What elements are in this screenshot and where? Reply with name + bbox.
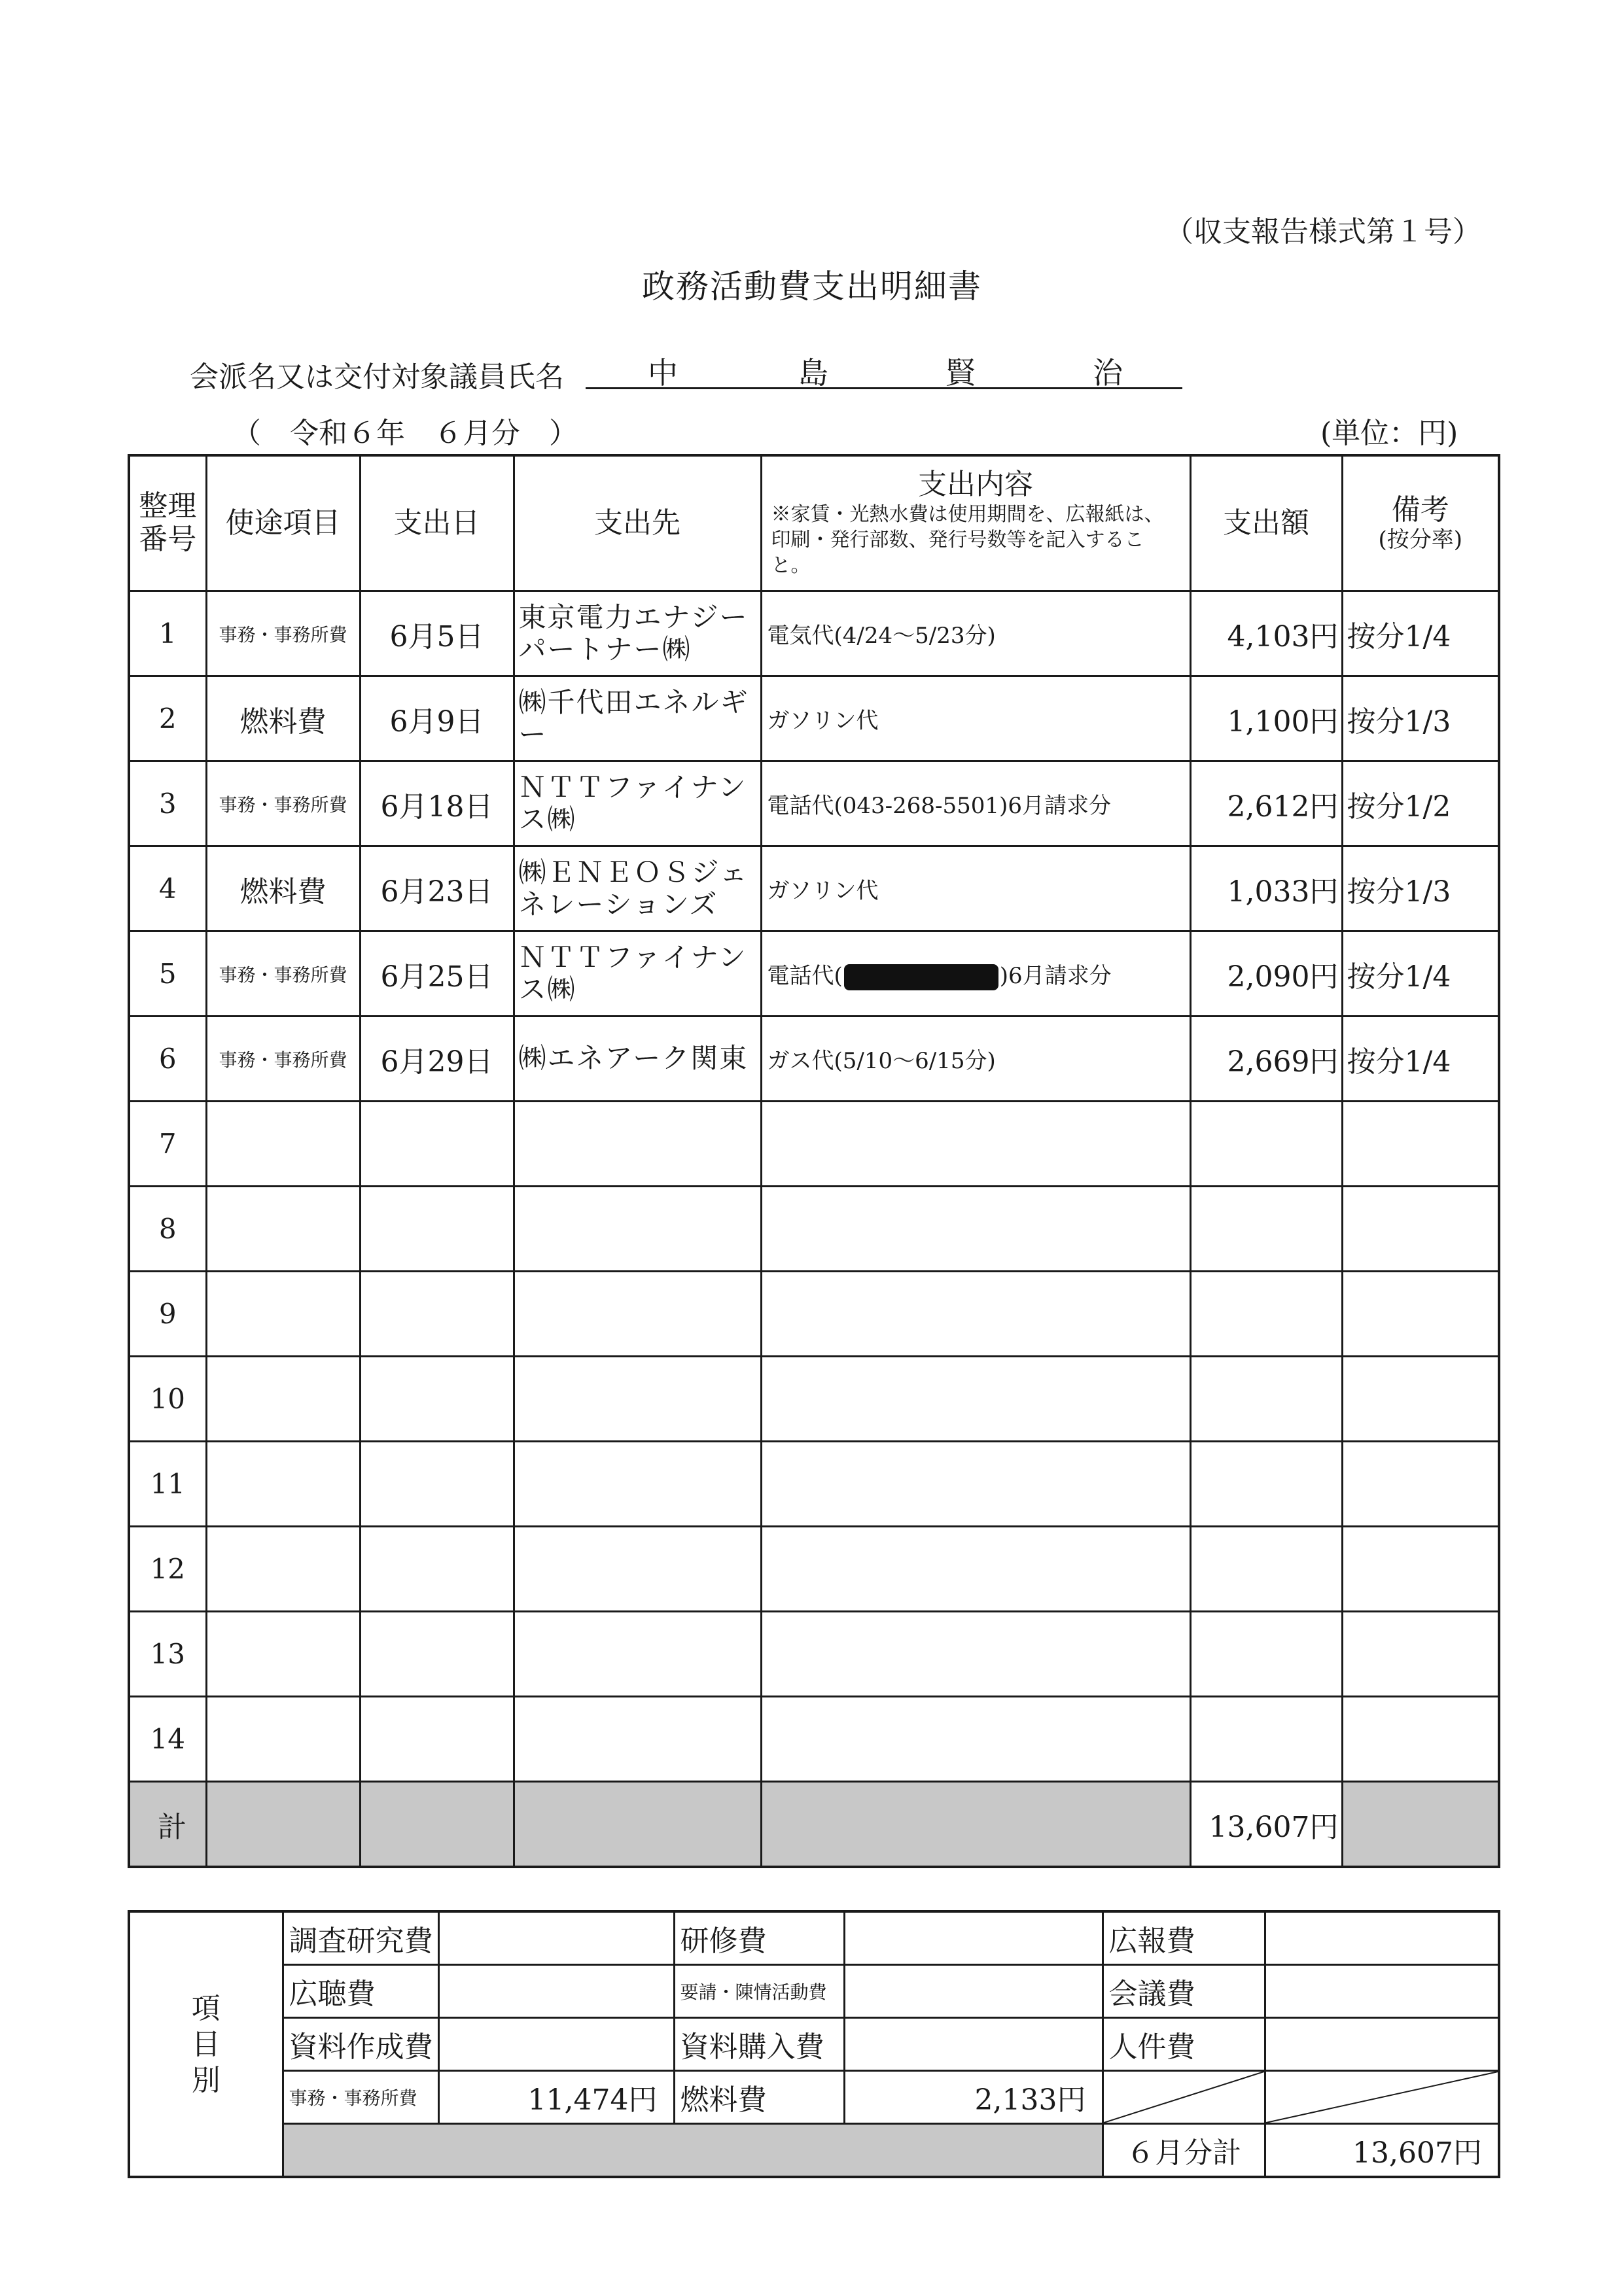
category-label: 会議費 <box>1103 1965 1265 2018</box>
row-amount <box>1190 1527 1342 1612</box>
table-row <box>129 1102 1499 1187</box>
category-amount <box>844 1911 1103 1965</box>
row-date: 6月23日 <box>360 846 514 931</box>
row-remarks: 按分1/4 <box>1342 931 1499 1017</box>
row-date: 6月9日 <box>360 676 514 761</box>
row-payee: ㈱ＥＮＥＯＳジェネレーションズ <box>514 846 761 931</box>
header-date: 支出日 <box>360 455 514 591</box>
category-amount <box>1265 2018 1499 2071</box>
row-number: 13 <box>129 1612 206 1697</box>
total-amount: 13,607円 <box>1190 1782 1342 1868</box>
row-number: 7 <box>129 1102 206 1187</box>
header-remarks-sub: (按分率) <box>1378 526 1463 553</box>
member-name <box>586 347 1182 389</box>
row-payee <box>514 1187 761 1272</box>
row-use-category <box>206 1442 360 1527</box>
row-payee <box>514 1102 761 1187</box>
category-label: 人件費 <box>1103 2018 1265 2071</box>
category-summary-table <box>128 1910 1500 2178</box>
member-name-char: 島 <box>798 355 828 391</box>
category-label: 資料作成費 <box>283 2018 438 2071</box>
description-suffix: )6月請求分 <box>999 962 1112 989</box>
row-number: 4 <box>129 846 206 931</box>
category-label: 広聴費 <box>283 1965 438 2018</box>
row-remarks: 按分1/2 <box>1342 761 1499 846</box>
unit-label: (単位：円) <box>1320 417 1458 450</box>
row-date: 6月29日 <box>360 1017 514 1102</box>
total-empty-cell <box>360 1782 514 1868</box>
row-amount: 1,100円 <box>1190 676 1342 761</box>
row-amount <box>1190 1612 1342 1697</box>
table-row <box>129 1272 1499 1357</box>
row-remarks <box>1342 1697 1499 1782</box>
row-description: 電気代(4/24～5/23分) <box>761 591 1190 676</box>
header-amount: 支出額 <box>1190 455 1342 591</box>
row-date <box>360 1187 514 1272</box>
row-date <box>360 1612 514 1697</box>
row-number: 3 <box>129 761 206 846</box>
row-remarks: 按分1/4 <box>1342 591 1499 676</box>
row-payee <box>514 1612 761 1697</box>
header-remarks-title: 備考 <box>1391 493 1449 527</box>
row-payee <box>514 1442 761 1527</box>
row-amount <box>1190 1357 1342 1442</box>
row-date <box>360 1357 514 1442</box>
member-label: 会派名又は交付対象議員氏名 <box>190 360 564 394</box>
table-row <box>129 1697 1499 1782</box>
category-amount <box>844 1965 1103 2018</box>
category-label: 燃料費 <box>674 2071 844 2124</box>
row-description: ガソリン代 <box>761 676 1190 761</box>
row-use-category: 事務・事務所費 <box>206 761 360 846</box>
row-number: 8 <box>129 1187 206 1272</box>
total-row <box>129 1782 1499 1868</box>
summary-row <box>129 1965 1499 2018</box>
category-group-char: 項 <box>191 1991 221 2025</box>
row-payee: ＮＴＴファイナンス㈱ <box>514 761 761 846</box>
row-use-category: 事務・事務所費 <box>206 1017 360 1102</box>
category-amount <box>1265 1965 1499 2018</box>
row-remarks: 按分1/4 <box>1342 1017 1499 1102</box>
member-name-char: 賢 <box>945 355 976 391</box>
category-label: 事務・事務所費 <box>283 2071 438 2124</box>
category-group-label <box>129 1911 283 2177</box>
row-payee <box>514 1357 761 1442</box>
row-payee: ㈱千代田エネルギー <box>514 676 761 761</box>
period: （ 令和６年 ６月分 ） <box>232 417 578 450</box>
table-header-row <box>129 455 1499 591</box>
summary-row <box>129 2124 1499 2178</box>
header-no-line: 整理 <box>139 489 197 523</box>
total-empty-cell <box>206 1782 360 1868</box>
row-date <box>360 1272 514 1357</box>
row-number: 1 <box>129 591 206 676</box>
row-payee: ＮＴＴファイナンス㈱ <box>514 931 761 1017</box>
summary-grey-cell <box>283 2124 1103 2178</box>
row-use-category: 燃料費 <box>206 676 360 761</box>
row-remarks: 按分1/3 <box>1342 676 1499 761</box>
table-row <box>129 591 1499 676</box>
row-remarks <box>1342 1527 1499 1612</box>
diagonal-line <box>1266 2072 1498 2123</box>
row-payee: 東京電力エナジーパートナー㈱ <box>514 591 761 676</box>
row-description <box>761 1612 1190 1697</box>
diagonal-slash-cell <box>1103 2071 1265 2124</box>
row-number: 11 <box>129 1442 206 1527</box>
row-use-category: 事務・事務所費 <box>206 931 360 1017</box>
row-number: 5 <box>129 931 206 1017</box>
header-description-title: 支出内容 <box>918 468 1033 502</box>
table-row <box>129 1442 1499 1527</box>
category-amount: 11,474円 <box>438 2071 674 2124</box>
row-description <box>761 1527 1190 1612</box>
row-date: 6月5日 <box>360 591 514 676</box>
table-row <box>129 1187 1499 1272</box>
row-amount: 1,033円 <box>1190 846 1342 931</box>
category-amount <box>438 2018 674 2071</box>
page-title: 政務活動費支出明細書 <box>642 268 982 305</box>
category-label: 資料購入費 <box>674 2018 844 2071</box>
row-description <box>761 1697 1190 1782</box>
row-amount <box>1190 1102 1342 1187</box>
row-payee <box>514 1527 761 1612</box>
row-description: ガス代(5/10～6/15分) <box>761 1017 1190 1102</box>
row-use-category <box>206 1102 360 1187</box>
category-amount <box>844 2018 1103 2071</box>
table-row <box>129 1357 1499 1442</box>
category-label: 研修費 <box>674 1911 844 1965</box>
row-remarks <box>1342 1357 1499 1442</box>
row-date <box>360 1102 514 1187</box>
row-use-category <box>206 1527 360 1612</box>
row-use-category <box>206 1697 360 1782</box>
table-row <box>129 1527 1499 1612</box>
header-remarks <box>1342 455 1499 591</box>
category-label: 広報費 <box>1103 1911 1265 1965</box>
row-date: 6月18日 <box>360 761 514 846</box>
row-description: ガソリン代 <box>761 846 1190 931</box>
row-number: 10 <box>129 1357 206 1442</box>
row-date <box>360 1697 514 1782</box>
table-row <box>129 1017 1499 1102</box>
row-remarks <box>1342 1102 1499 1187</box>
header-description-note: ※家賃・光熱水費は使用期間を、広報紙は、印刷・発行部数、発行号数等を記入すること。 <box>771 502 1164 577</box>
row-number: 14 <box>129 1697 206 1782</box>
row-amount <box>1190 1697 1342 1782</box>
form-number: （収支報告様式第１号） <box>1165 215 1481 249</box>
row-description <box>761 931 1190 1017</box>
table-row <box>129 761 1499 846</box>
redaction-block <box>844 964 998 990</box>
category-group-char: 目 <box>191 2027 221 2061</box>
table-row <box>129 931 1499 1017</box>
diagonal-line <box>1104 2072 1264 2123</box>
row-use-category <box>206 1187 360 1272</box>
row-date <box>360 1442 514 1527</box>
header-description <box>761 455 1190 591</box>
row-amount <box>1190 1187 1342 1272</box>
row-description <box>761 1357 1190 1442</box>
row-use-category <box>206 1612 360 1697</box>
table-row <box>129 676 1499 761</box>
row-date: 6月25日 <box>360 931 514 1017</box>
row-remarks: 按分1/3 <box>1342 846 1499 931</box>
category-amount <box>1265 1911 1499 1965</box>
row-remarks <box>1342 1442 1499 1527</box>
row-amount <box>1190 1272 1342 1357</box>
total-empty-cell <box>514 1782 761 1868</box>
category-amount <box>438 1965 674 2018</box>
table-row <box>129 1612 1499 1697</box>
row-use-category: 事務・事務所費 <box>206 591 360 676</box>
summary-row <box>129 2018 1499 2071</box>
row-remarks <box>1342 1612 1499 1697</box>
row-payee <box>514 1272 761 1357</box>
row-description: 電話代(043-268-5501)6月請求分 <box>761 761 1190 846</box>
row-amount <box>1190 1442 1342 1527</box>
monthly-total-amount: 13,607円 <box>1265 2124 1499 2178</box>
row-number: 9 <box>129 1272 206 1357</box>
member-name-char: 治 <box>1093 355 1123 391</box>
header-no-line: 番号 <box>139 523 197 556</box>
row-amount: 2,612円 <box>1190 761 1342 846</box>
row-use-category: 燃料費 <box>206 846 360 931</box>
total-empty-cell <box>1342 1782 1499 1868</box>
row-use-category <box>206 1272 360 1357</box>
row-description <box>761 1272 1190 1357</box>
expense-table <box>128 454 1500 1868</box>
total-empty-cell <box>761 1782 1190 1868</box>
description-prefix: 電話代( <box>767 962 843 989</box>
row-amount: 4,103円 <box>1190 591 1342 676</box>
summary-row <box>129 1911 1499 1965</box>
category-amount <box>438 1911 674 1965</box>
row-payee: ㈱エネアーク関東 <box>514 1017 761 1102</box>
table-row <box>129 846 1499 931</box>
row-amount: 2,090円 <box>1190 931 1342 1017</box>
row-description <box>761 1442 1190 1527</box>
header-payee: 支出先 <box>514 455 761 591</box>
monthly-total-label: ６月分計 <box>1103 2124 1265 2178</box>
category-amount: 2,133円 <box>844 2071 1103 2124</box>
category-group-char: 別 <box>191 2063 221 2097</box>
header-use: 使途項目 <box>206 455 360 591</box>
row-description <box>761 1102 1190 1187</box>
row-number: 12 <box>129 1527 206 1612</box>
row-number: 6 <box>129 1017 206 1102</box>
row-remarks <box>1342 1187 1499 1272</box>
header-no <box>129 455 206 591</box>
summary-row <box>129 2071 1499 2124</box>
row-date <box>360 1527 514 1612</box>
category-label: 調査研究費 <box>283 1911 438 1965</box>
row-remarks <box>1342 1272 1499 1357</box>
row-description <box>761 1187 1190 1272</box>
row-number: 2 <box>129 676 206 761</box>
diagonal-slash-cell <box>1265 2071 1499 2124</box>
category-label: 要請・陳情活動費 <box>674 1965 844 2018</box>
row-payee <box>514 1697 761 1782</box>
total-label: 計 <box>129 1782 206 1868</box>
member-name-char: 中 <box>648 355 678 391</box>
row-use-category <box>206 1357 360 1442</box>
row-amount: 2,669円 <box>1190 1017 1342 1102</box>
